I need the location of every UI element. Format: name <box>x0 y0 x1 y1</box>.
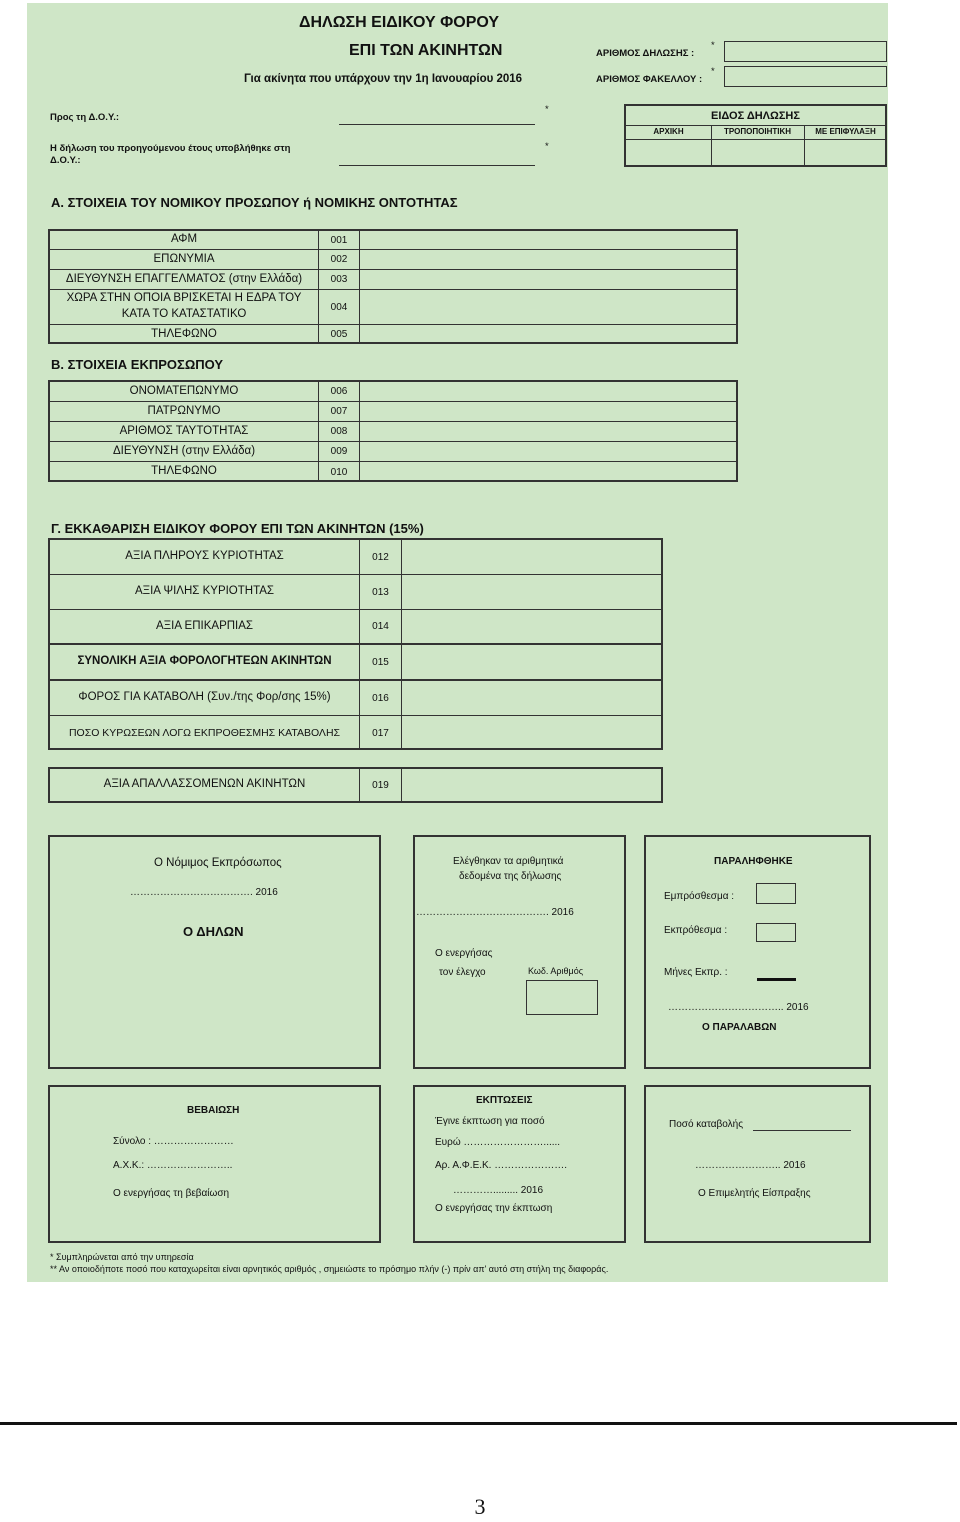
to-doy-field[interactable] <box>339 124 535 125</box>
row-code: 010 <box>319 462 360 482</box>
row-label: ΑΞΙΑ ΕΠΙΚΑΡΠΙΑΣ <box>50 610 360 643</box>
row-code: 008 <box>319 422 360 441</box>
table-row <box>50 422 736 442</box>
file-number-label: ΑΡΙΘΜΟΣ ΦΑΚΕΛΛΟΥ : <box>596 74 703 85</box>
row-code: 017 <box>360 716 402 750</box>
type-initial-option[interactable]: ΑΡΧΙΚΗ <box>653 127 684 136</box>
table-row <box>50 610 661 645</box>
row-code: 001 <box>319 231 360 249</box>
payment-box <box>644 1085 871 1243</box>
form-title-line1: ΔΗΛΩΣΗ ΕΙΔΙΚΟΥ ΦΟΡΟΥ <box>299 14 500 31</box>
row-code: 015 <box>360 645 402 679</box>
discounts-box <box>413 1085 626 1243</box>
prev-doy-label-2: Δ.Ο.Υ.: <box>50 155 81 166</box>
prev-doy-field[interactable] <box>339 165 535 166</box>
exempt-table <box>48 767 663 803</box>
code-number-label: Κωδ. Αριθμός <box>528 966 584 976</box>
row-label: ΑΦΜ <box>50 231 319 249</box>
business-address-field[interactable] <box>360 270 736 289</box>
section-c-title: Γ. ΕΚΚΑΘΑΡΙΣΗ ΕΙΔΙΚΟΥ ΦΟΡΟΥ ΕΠΙ ΤΩΝ ΑΚΙΝΗΤΩΝ (15%) <box>51 521 424 536</box>
row-code: 019 <box>360 769 402 801</box>
row-label: ΑΡΙΘΜΟΣ ΤΑΥΤΟΤΗΤΑΣ <box>50 422 319 441</box>
row-label: ΣΥΝΟΛΙΚΗ ΑΞΙΑ ΦΟΡΟΛΟΓΗΤΕΩΝ ΑΚΙΝΗΤΩΝ <box>50 645 360 679</box>
on-time-label: Εμπρόσθεσμα : <box>664 891 735 902</box>
form-title-line2: ΕΠΙ ΤΩΝ ΑΚΙΝΗΤΩΝ <box>349 42 503 59</box>
usufruct-value-field[interactable] <box>402 610 661 643</box>
rep-address-field[interactable] <box>360 442 736 461</box>
legal-representative-label: Ο Νόμιμος Εκπρόσωπος <box>154 857 282 869</box>
checked-line1: Ελέγθηκαν τα αριθμητικά <box>453 856 564 867</box>
table-row <box>50 716 661 750</box>
tax-declaration-form <box>27 3 888 1282</box>
table-row <box>50 402 736 422</box>
table-row <box>50 645 661 681</box>
prev-doy-label-1: Η δήλωση του προηγούμενου έτους υποβλήθηκε στη <box>50 143 291 154</box>
checked-box <box>413 835 626 1069</box>
checker-label-1: Ο ενεργήσας <box>435 948 493 959</box>
declarant-label: Ο ΔΗΛΩΝ <box>183 924 244 939</box>
discounts-title: ΕΚΠΤΩΣΕΙΣ <box>476 1095 533 1106</box>
table-row <box>50 769 661 801</box>
page-number: 3 <box>474 1494 486 1519</box>
seat-country-field[interactable] <box>360 290 736 324</box>
row-label: ΠΑΤΡΩΝΥΜΟ <box>50 402 319 421</box>
late-penalty-field[interactable] <box>402 716 661 750</box>
checked-date[interactable]: …………………………………. 2016 <box>416 907 574 918</box>
code-number-field[interactable] <box>526 980 598 1015</box>
to-doy-label: Προς τη Δ.Ο.Υ.: <box>50 112 120 123</box>
row-label-line1: ΧΩΡΑ ΣΤΗΝ ΟΠΟΙΑ ΒΡΙΣΚΕΤΑΙ Η ΕΔΡΑ ΤΟΥ <box>66 292 302 305</box>
row-label: ΔΙΕΥΘΥΝΣΗ ΕΠΑΓΓΕΛΜΑΤΟΣ (στην Ελλάδα) <box>50 270 319 289</box>
confirmation-actor: Ο ενεργήσας τη βεβαίωση <box>113 1188 230 1199</box>
row-label: ΤΗΛΕΦΩΝΟ <box>50 462 319 482</box>
page-divider <box>0 1422 957 1425</box>
payment-date[interactable]: …………………….. 2016 <box>695 1160 806 1171</box>
payment-amount-label: Ποσό καταβολής <box>669 1119 744 1130</box>
row-label: ΤΗΛΕΦΩΝΟ <box>50 325 319 344</box>
declarant-box <box>48 835 381 1069</box>
form-subtitle: Για ακίνητα που υπάρχουν την 1η Ιανουαρίου 2016 <box>244 73 523 85</box>
row-label <box>50 290 319 324</box>
row-label: ΑΞΙΑ ΨΙΛΗΣ ΚΥΡΙΟΤΗΤΑΣ <box>50 575 360 609</box>
row-code: 002 <box>319 250 360 269</box>
discount-amount[interactable]: Ευρώ ……………………...... <box>435 1137 561 1148</box>
confirmation-box <box>48 1085 381 1243</box>
row-code: 007 <box>319 402 360 421</box>
confirmation-title: ΒΕΒΑΙΩΣΗ <box>187 1105 240 1116</box>
footnote-1: * Συμπληρώνεται από την υπηρεσία <box>50 1252 194 1262</box>
total-taxable-value-field[interactable] <box>402 645 661 679</box>
footnote-2: ** Αν οποιοδήποτε ποσό που καταχωρείται είναι αρνητικός αριθμός , σημειώστε το πρόσημο πλήν (-) πρίν απ' αυτό στη στήλη της διαφοράς. <box>50 1264 609 1274</box>
row-label: ΠΟΣΟ ΚΥΡΩΣΕΩΝ ΛΟΓΩ ΕΚΠΡΟΘΕΣΜΗΣ ΚΑΤΑΒΟΛΗΣ <box>50 716 360 750</box>
row-code: 005 <box>319 325 360 344</box>
bare-ownership-value-field[interactable] <box>402 575 661 609</box>
months-late-field[interactable] <box>757 978 796 981</box>
father-name-field[interactable] <box>360 402 736 421</box>
full-ownership-value-field[interactable] <box>402 540 661 574</box>
table-row <box>50 681 661 716</box>
table-row <box>50 442 736 462</box>
type-amending-option[interactable]: ΤΡΟΠΟΠΟΙΗΤΙΚΗ <box>723 127 792 136</box>
row-code: 006 <box>319 382 360 401</box>
row-code: 004 <box>319 290 360 324</box>
row-code: 009 <box>319 442 360 461</box>
id-number-field[interactable] <box>360 422 736 441</box>
row-code: 014 <box>360 610 402 643</box>
on-time-checkbox[interactable] <box>756 883 796 904</box>
rep-phone-field[interactable] <box>360 462 736 482</box>
row-code: 016 <box>360 681 402 715</box>
table-row <box>50 382 736 402</box>
discount-date[interactable]: …………......... 2016 <box>453 1185 544 1196</box>
row-label-line2: ΚΑΤΑ ΤΟ ΚΑΤΑΣΤΑΤΙΚΟ <box>121 308 247 320</box>
row-label: ΑΞΙΑ ΠΛΗΡΟΥΣ ΚΥΡΙΟΤΗΤΑΣ <box>50 540 360 574</box>
confirmation-total[interactable]: Σύνολο : …………………… <box>113 1136 234 1147</box>
row-label: ΦΟΡΟΣ ΓΙΑ ΚΑΤΑΒΟΛΗ (Συν./της Φορ/σης 15%) <box>50 681 360 715</box>
section-b-table <box>48 380 738 482</box>
checked-line2: δεδομένα της δήλωσης <box>459 871 562 882</box>
received-box <box>644 835 871 1069</box>
row-code: 012 <box>360 540 402 574</box>
type-reserved-option[interactable]: ΜΕ ΕΠΙΦΥΛΑΞΗ <box>815 127 876 136</box>
full-name-field[interactable] <box>360 382 736 401</box>
declaration-number-field[interactable] <box>724 41 887 62</box>
discount-afek[interactable]: Αρ. Α.Φ.Ε.Κ. …………………. <box>435 1160 568 1171</box>
table-row <box>50 270 736 290</box>
row-label: ΑΞΙΑ ΑΠΑΛΛΑΣΣΟΜΕΝΩΝ ΑΚΙΝΗΤΩΝ <box>50 769 360 801</box>
table-row <box>50 575 661 610</box>
table-row <box>50 290 736 325</box>
asterisk: * <box>711 40 715 51</box>
collection-officer-label: Ο Επιμελητής Είσπραξης <box>698 1188 811 1199</box>
late-label: Εκπρόθεσμα : <box>664 925 728 936</box>
declaration-type-title: ΕΙΔΟΣ ΔΗΛΩΣΗΣ <box>711 110 800 122</box>
file-number-field[interactable] <box>724 66 887 87</box>
exempt-value-field[interactable] <box>402 769 661 801</box>
late-checkbox[interactable] <box>756 923 796 942</box>
afm-field[interactable] <box>360 231 736 249</box>
asterisk: * <box>711 66 715 77</box>
asterisk: * <box>545 104 549 115</box>
section-a-title: Α. ΣΤΟΙΧΕΙΑ ΤΟΥ ΝΟΜΙΚΟΥ ΠΡΟΣΩΠΟΥ ή ΝΟΜΙΚΗΣ ΟΝΤΟΤΗΤΑΣ <box>51 195 458 210</box>
declaration-number-label: ΑΡΙΘΜΟΣ ΔΗΛΩΣΗΣ : <box>596 48 695 59</box>
payment-amount-field[interactable] <box>753 1130 851 1131</box>
discount-line1: Έγινε έκπτωση για ποσό <box>435 1116 545 1127</box>
confirmation-axk[interactable]: Α.Χ.Κ.: …………………….. <box>113 1160 233 1171</box>
checker-label-2: τον έλεγχο <box>439 967 486 978</box>
asterisk: * <box>545 141 549 152</box>
received-title: ΠΑΡΑΛΗΦΘΗΚΕ <box>714 856 793 867</box>
received-date[interactable]: …………………………….. 2016 <box>668 1002 809 1013</box>
table-row <box>50 231 736 250</box>
discount-actor: Ο ενεργήσας την έκπτωση <box>435 1203 553 1214</box>
company-name-field[interactable] <box>360 250 736 269</box>
tax-payable-field[interactable] <box>402 681 661 715</box>
table-row <box>50 325 736 344</box>
row-label: ΔΙΕΥΘΥΝΣΗ (στην Ελλάδα) <box>50 442 319 461</box>
table-row <box>50 462 736 482</box>
row-code: 013 <box>360 575 402 609</box>
declaration-type-box <box>624 104 887 167</box>
declarant-date[interactable]: ………………………………. 2016 <box>130 887 278 898</box>
table-row <box>50 250 736 270</box>
section-b-title: Β. ΣΤΟΙΧΕΙΑ ΕΚΠΡΟΣΩΠΟΥ <box>51 357 224 372</box>
row-code: 003 <box>319 270 360 289</box>
table-row <box>50 540 661 575</box>
receiver-label: Ο ΠΑΡΑΛΑΒΩΝ <box>702 1022 777 1033</box>
section-a-table <box>48 229 738 344</box>
phone-field[interactable] <box>360 325 736 344</box>
row-label: ΟΝΟΜΑΤΕΠΩΝΥΜΟ <box>50 382 319 401</box>
section-c-table <box>48 538 663 750</box>
row-label: ΕΠΩΝΥΜΙΑ <box>50 250 319 269</box>
months-late-label: Μήνες Εκπρ. : <box>664 967 728 978</box>
